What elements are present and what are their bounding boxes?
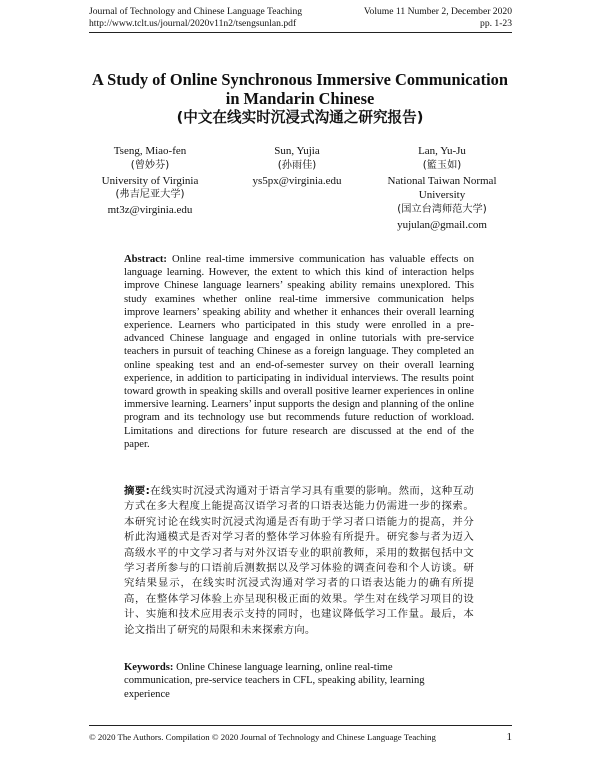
keywords-text: Online Chinese language learning, online real-time communication, pre-service teachers in CFL, speaking ability, learning experience	[124, 662, 425, 700]
author-name: Tseng, Miao-fen	[113, 145, 187, 157]
header-rule	[89, 32, 512, 33]
page-range: pp. 1-23	[480, 18, 512, 29]
journal-name: Journal of Technology and Chinese Language Teaching	[89, 6, 303, 17]
author-zh-affiliation: (国立台湾师范大学)	[397, 204, 487, 216]
author-email[interactable]: mt3z@virginia.edu	[107, 204, 193, 217]
author-zh-name: (孙雨佳)	[277, 159, 317, 171]
copyright-notice: © 2020 The Authors. Compilation © 2020 Journal of Technology and Chinese Language Teaching	[89, 732, 436, 742]
title-zh: (中文在线实时沉浸式沟通之研究报告)	[176, 109, 424, 126]
author-2	[225, 144, 369, 188]
abstract-zh	[124, 484, 474, 638]
author-affiliation: University of Virginia	[101, 174, 199, 187]
keywords	[124, 661, 460, 701]
author-name: Sun, Yujia	[274, 145, 320, 157]
page-footer	[89, 725, 512, 743]
author-zh-name: (籃玉如)	[422, 159, 462, 171]
abstract-label: Abstract:	[124, 254, 167, 265]
abstract-zh-label: 摘要:	[124, 485, 151, 497]
abstract-zh-text: 在线实时沉浸式沟通对于语言学习具有重要的影响。然而，这种互动方式在多大程度上能提高汉语学习者的口语表达能力仍需进一步的探索。本研究讨论在线实时沉浸式沟通是否有助于学习者口语能力的提高，并分析此沟通模式是否对学习者的整体学习体验有所提升。研究参与者为迈入高级水平的中文学习者与对外汉语专业的职前教师，采用的数据包括中文学习者所参与的口语前后测数据以及学习体验的调查问卷和个人访谈。研究结果显示，在线实时沉浸式沟通对学习者的口语表达能力的确有所提高，在整体学习体验上亦呈现积极正面的效果。学生对在线学习项目的设计、实施和技术应用表示支持的同时，也建议降低学习工作量。最后，本论文指出了研究的局限和未来探索方向。	[124, 485, 475, 636]
keywords-label: Keywords:	[124, 662, 174, 673]
author-email[interactable]: yujulan@gmail.com	[397, 218, 487, 231]
author-zh-affiliation: (弗吉尼亚大学)	[115, 189, 185, 201]
abstract-text: Online real-time immersive communication has valuable effects on language learning. However, the extent to which this kind of interaction helps improve Chinese language learners’ speaking ability remains unexplored. This study examines whether online real-time immersive communication helps improve learners’ speaking ability and whether it enhances their overall learning experience. Learners who participated in this study were enrolled in a pre-advanced Chinese language and engaged in online tutorials with pre-service teachers in pursuit of teaching Chinese as a foreign language. They completed an online speaking test and an end-of-semester survey on their overall learning experience, in addition to participating in individual interviews. The results point toward growth in speaking skills and overall positive learner experiences in online immersive learning. Learners’ input supports the design and planning of the online program and its technology use but recommends future reduction of workload. Limitations and directions for future research are discussed at the end of the paper.	[124, 254, 474, 450]
abstract-en	[124, 253, 474, 451]
volume-info: Volume 11 Number 2, December 2020	[363, 6, 512, 17]
title-en-line1: A Study of Online Synchronous Immersive Communication	[92, 70, 508, 89]
author-affiliation-line2: University	[418, 189, 466, 202]
title-en-line2: in Mandarin Chinese	[225, 89, 375, 108]
author-name: Lan, Yu-Ju	[418, 145, 466, 157]
page-number: 1	[506, 731, 512, 743]
paper-title	[60, 70, 540, 128]
running-header	[89, 6, 512, 33]
author-affiliation-line1: National Taiwan Normal	[387, 174, 497, 187]
footer-rule	[89, 725, 512, 726]
author-email[interactable]: ys5px@virginia.edu	[252, 174, 342, 187]
author-zh-name: (曾妙芬)	[130, 159, 170, 171]
article-url[interactable]: http://www.tclt.us/journal/2020v11n2/tsengsunlan.pdf	[89, 18, 297, 29]
author-1	[90, 144, 210, 218]
author-3	[370, 144, 514, 233]
